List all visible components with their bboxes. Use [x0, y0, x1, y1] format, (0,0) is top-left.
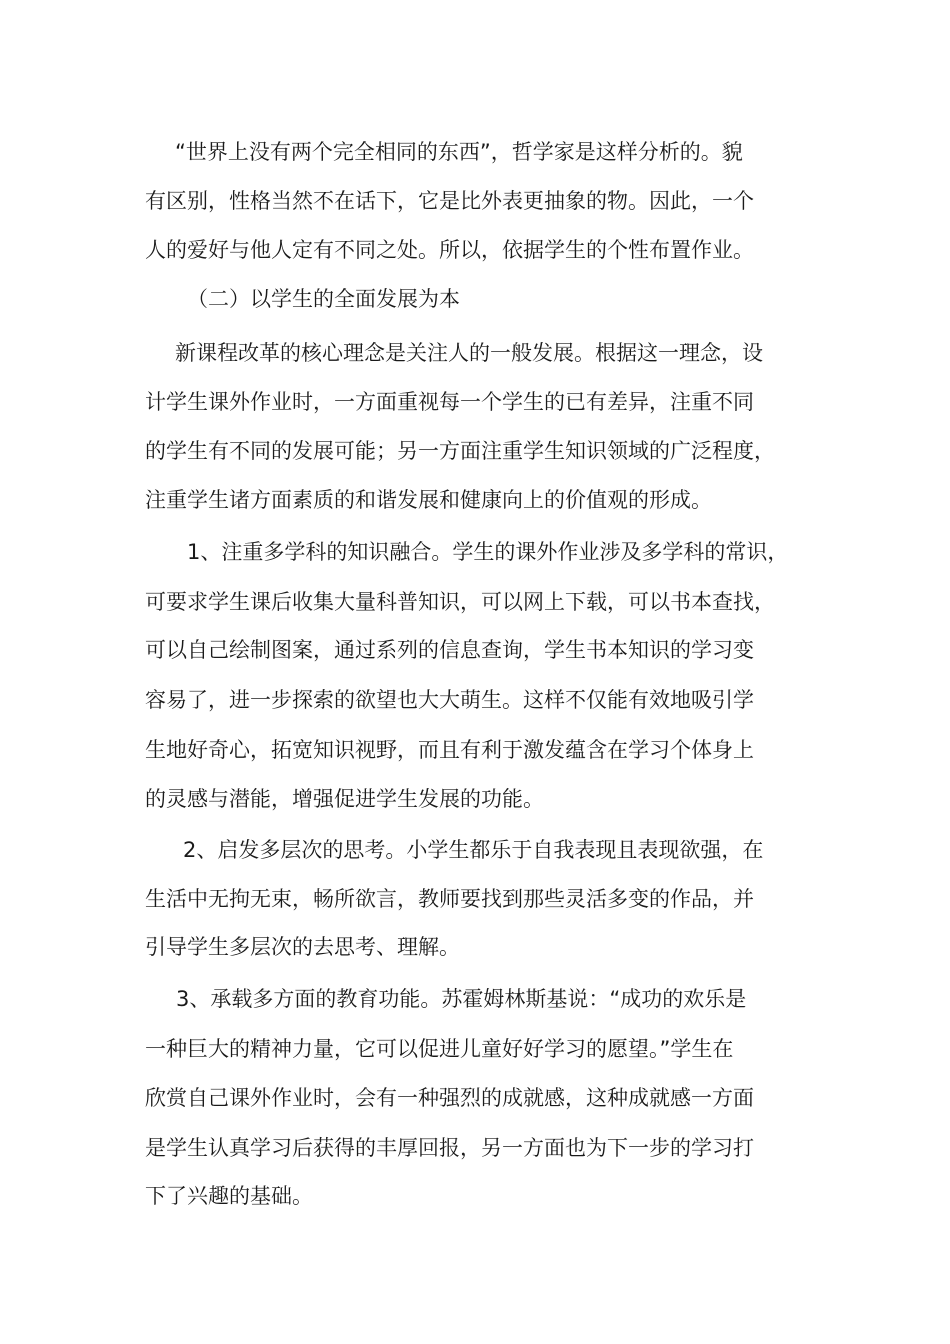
section-heading: （二）以学生的全面发展为本: [187, 287, 460, 311]
text-line-5: 新课程改革的核心理念是关注人的一般发展。根据这一理念，设: [175, 341, 763, 365]
text-line-20: 欣赏自己课外作业时，会有一种强烈的成就感，这种成就感一方面: [145, 1086, 754, 1110]
text-line-1: “世界上没有两个完全相同的东西”，哲学家是这样分析的。貌: [175, 140, 743, 164]
text-line-13: 生地好奇心，拓宽知识视野，而且有利于激发蕴含在学习个体身上: [145, 738, 754, 762]
text-line-19: 一种巨大的精神力量，它可以促进儿童好好学习的愿望。”学生在: [145, 1037, 734, 1061]
text-line-17: 引导学生多层次的去思考、理解。: [145, 935, 460, 959]
text-line-10: 可要求学生课后收集大量科普知识，可以网上下载，可以书本查找，: [145, 590, 775, 614]
text-line-11: 可以自己绘制图案，通过系列的信息查询，学生书本知识的学习变: [145, 638, 754, 662]
text-line-3: 人的爱好与他人定有不同之处。所以，依据学生的个性布置作业。: [145, 238, 754, 262]
text-line-2: 有区别，性格当然不在话下，它是比外表更抽象的物。因此，一个: [145, 189, 754, 213]
text-line-7: 的学生有不同的发展可能；另一方面注重学生知识领域的广泛程度，: [145, 439, 775, 463]
text-line-6: 计学生课外作业时，一方面重视每一个学生的已有差异，注重不同: [145, 390, 754, 414]
text-line-22: 下了兴趣的基础。: [145, 1184, 313, 1208]
text-line-9: 1、注重多学科的知识融合。学生的课外作业涉及多学科的常识，: [187, 540, 789, 564]
text-line-8: 注重学生诸方面素质的和谐发展和健康向上的价值观的形成。: [145, 488, 712, 512]
text-line-15: 2、启发多层次的思考。小学生都乐于自我表现且表现欲强，在: [183, 838, 764, 862]
text-line-18: 3、承载多方面的教育功能。苏霍姆林斯基说：“成功的欢乐是: [176, 987, 747, 1011]
text-line-12: 容易了，进一步探索的欲望也大大萌生。这样不仅能有效地吸引学: [145, 688, 754, 712]
text-line-21: 是学生认真学习后获得的丰厚回报，另一方面也为下一步的学习打: [145, 1136, 754, 1160]
text-line-16: 生活中无拘无束，畅所欲言，教师要找到那些灵活多变的作品，并: [145, 887, 754, 911]
text-line-14: 的灵感与潜能，增强促进学生发展的功能。: [145, 787, 544, 811]
